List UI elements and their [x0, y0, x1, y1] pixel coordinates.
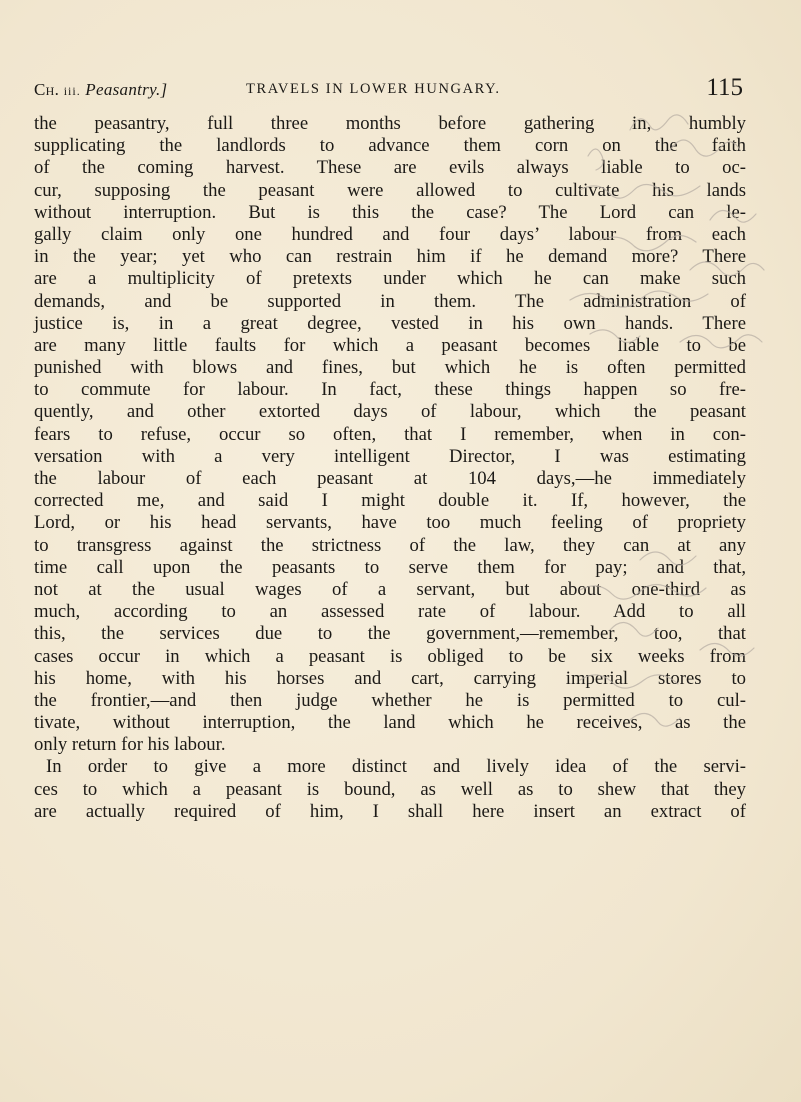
running-title: TRAVELS IN LOWER HUNGARY.: [246, 81, 501, 97]
page-number: 115: [706, 74, 743, 101]
text-line: gally claim only one hundred and four days’ labour from each: [34, 223, 746, 245]
text-line: the frontier,—and then judge whether he is permitted to cul-: [34, 689, 746, 711]
text-line: Lord, or his head servants, have too much feeling of propriety: [34, 512, 746, 534]
text-line: this, the services due to the government,—remember, too, that: [34, 623, 746, 645]
text-line: cases occur in which a peasant is obliged to be six weeks from: [34, 645, 746, 667]
paragraph-first-line: In order to give a more distinct and lively idea of the servi-: [46, 756, 746, 778]
text-line: to commute for labour. In fact, these things happen so fre-: [34, 379, 746, 401]
text-line: justice is, in a great degree, vested in his own hands. There: [34, 312, 746, 334]
text-line: quently, and other extorted days of labour, which the peasant: [34, 401, 746, 423]
section-name: Peasantry.]: [85, 80, 168, 99]
text-line: ces to which a peasant is bound, as well as to shew that they: [34, 778, 746, 800]
text-line: are actually required of him, I shall here insert an extract of: [34, 800, 746, 822]
text-line: fears to refuse, occur so often, that I remember, when in con-: [34, 423, 746, 445]
text-line: time call upon the peasants to serve them for pay; and that,: [34, 556, 746, 578]
running-header: [34, 76, 743, 104]
text-line: supplicating the landlords to advance them corn on the faith: [34, 135, 746, 157]
text-line: punished with blows and fines, but which he is often permitted: [34, 357, 746, 379]
text-line: his home, with his horses and cart, carrying imperial stores to: [34, 667, 746, 689]
text-line: the peasantry, full three months before gathering in, humbly: [34, 113, 746, 134]
chapter-reference: [34, 80, 167, 100]
text-line: not at the usual wages of a servant, but about one-third as: [34, 578, 746, 600]
text-line: corrected me, and said I might double it. If, however, the: [34, 490, 746, 512]
text-line: to transgress against the strictness of the law, they can at any: [34, 534, 746, 556]
text-line: of the coming harvest. These are evils always liable to oc-: [34, 157, 746, 179]
text-line: demands, and be supported in them. The administration of: [34, 290, 746, 312]
text-line: without interruption. But is this the case? The Lord can le-: [34, 201, 746, 223]
text-line: tivate, without interruption, the land which he receives, as the: [34, 712, 746, 734]
text-line: cur, supposing the peasant were allowed to cultivate his lands: [34, 179, 746, 201]
chapter-prefix: Ch.: [34, 80, 60, 99]
text-line: much, according to an assessed rate of labour. Add to all: [34, 601, 746, 623]
text-line: versation with a very intelligent Director, I was estimating: [34, 445, 746, 467]
text-line: are many little faults for which a peasant becomes liable to be: [34, 334, 746, 356]
text-line: in the year; yet who can restrain him if he demand more? There: [34, 246, 746, 268]
text-line: only return for his labour.: [34, 734, 226, 756]
text-line: are a multiplicity of pretexts under which he can make such: [34, 268, 746, 290]
text-line: the labour of each peasant at 104 days,—he immediately: [34, 468, 746, 489]
body-text: [34, 113, 746, 823]
chapter-number: iii.: [63, 84, 81, 98]
